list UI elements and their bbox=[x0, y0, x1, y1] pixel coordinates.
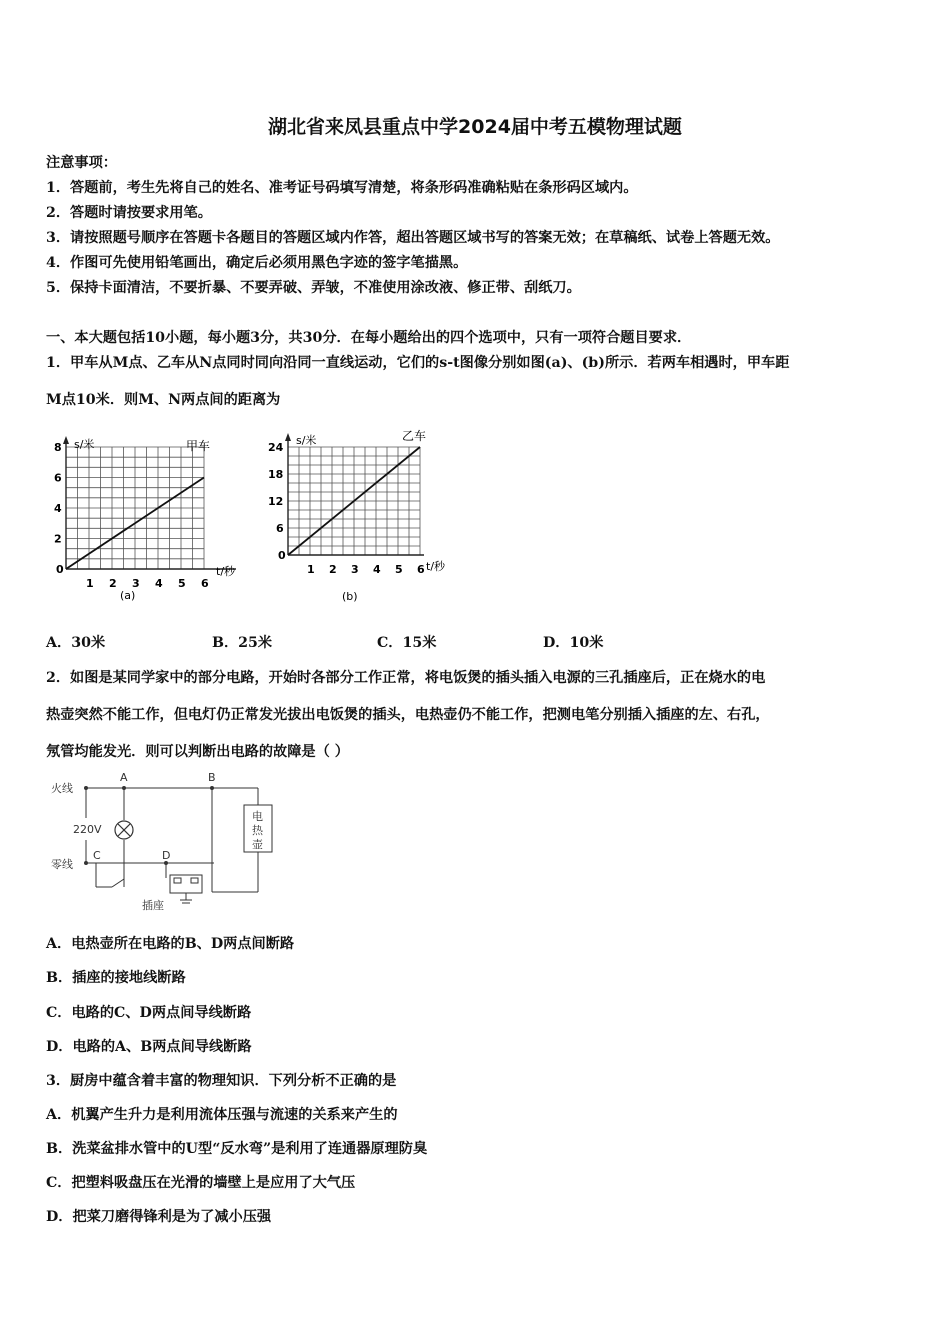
x-tick-label: 2 bbox=[329, 563, 337, 576]
chart-a-ylabel: s/米 bbox=[74, 438, 95, 451]
q1-stem-line2: M点10米．则M、N两点间的距离为 bbox=[46, 392, 281, 408]
q2-option-d[interactable]: D．电路的A、B两点间导线断路 bbox=[46, 1039, 252, 1055]
notice-item: 5．保持卡面清洁，不要折暴、不要弄破、弄皱，不准使用涂改液、修正带、刮纸刀。 bbox=[46, 280, 581, 296]
x-tick-label: 5 bbox=[178, 577, 186, 590]
circuit-diagram bbox=[46, 770, 276, 912]
q3-stem: 3．厨房中蕴含着丰富的物理知识．下列分析不正确的是 bbox=[46, 1073, 397, 1089]
y-tick-label: 6 bbox=[54, 471, 62, 485]
kettle-label: 壶 bbox=[252, 838, 263, 851]
y-tick-label: 6 bbox=[276, 522, 284, 535]
x-tick-label: 1 bbox=[307, 563, 315, 576]
x-tick-label: 4 bbox=[373, 563, 381, 576]
chart-a-xlabel: t/秒 bbox=[216, 565, 236, 578]
switch bbox=[112, 879, 124, 887]
q3-option-b[interactable]: B．洗菜盆排水管中的U型“反水弯”是利用了连通器原理防臭 bbox=[46, 1141, 428, 1157]
y-tick-label: 8 bbox=[54, 441, 62, 454]
q2-stem-line3: 氖管均能发光．则可以判断出电路的故障是（ ） bbox=[46, 744, 349, 760]
q2-stem-line2: 热壶突然不能工作，但电灯仍正常发光拔出电饭煲的插头，电热壶仍不能工作，把测电笔分别插入插座的左、右孔， bbox=[46, 707, 770, 723]
q1-stem-line1: 1．甲车从M点、乙车从N点同时同向沿同一直线运动，它们的s-t图像分别如图(a)、(b)所示．若两车相遇时，甲车距 bbox=[46, 355, 790, 371]
point-d-label: D bbox=[162, 849, 171, 862]
chart-b-xlabel: t/秒 bbox=[426, 560, 446, 573]
section-intro: 一、本大题包括10小题，每小题3分，共30分．在每小题给出的四个选项中，只有一项符合题目要求． bbox=[46, 330, 692, 346]
neutral-wire-label: 零线 bbox=[51, 858, 73, 871]
kettle-label: 电 bbox=[252, 810, 263, 823]
y-tick-label: 2 bbox=[54, 532, 62, 546]
chart-a-caption: (a) bbox=[120, 589, 136, 602]
q2-option-a[interactable]: A．电热壶所在电路的B、D两点间断路 bbox=[46, 936, 295, 952]
q1-option-d[interactable]: D．10米 bbox=[543, 635, 604, 651]
fire-wire-label: 火线 bbox=[51, 782, 73, 795]
notice-item: 2．答题时请按要求用笔。 bbox=[46, 205, 212, 221]
x-tick-label: 6 bbox=[201, 577, 209, 590]
point-c-label: C bbox=[93, 849, 101, 862]
x-tick-label: 6 bbox=[417, 563, 425, 576]
chart-b-y-arrow bbox=[285, 433, 291, 441]
q1-option-a[interactable]: A．30米 bbox=[46, 635, 106, 651]
x-tick-label: 0 bbox=[56, 563, 64, 576]
x-tick-label: 4 bbox=[155, 577, 163, 590]
q2-option-b[interactable]: B．插座的接地线断路 bbox=[46, 970, 186, 986]
socket-label: 插座 bbox=[142, 899, 164, 912]
x-tick-label: 2 bbox=[109, 577, 117, 590]
q2-option-c[interactable]: C．电路的C、D两点间导线断路 bbox=[46, 1005, 252, 1021]
x-tick-label: 3 bbox=[132, 577, 140, 590]
notice-item: 1．答题前，考生先将自己的姓名、准考证号码填写清楚，将条形码准确粘贴在条形码区域内。 bbox=[46, 180, 638, 196]
chart-a-title: 甲车 bbox=[186, 439, 211, 453]
chart-a bbox=[46, 428, 266, 608]
page-title: 湖北省来凤县重点中学2024届中考五模物理试题 bbox=[268, 116, 682, 138]
y-tick-label: 12 bbox=[268, 495, 284, 508]
chart-b bbox=[264, 424, 484, 608]
x-tick-label: 0 bbox=[278, 549, 286, 562]
q3-option-c[interactable]: C．把塑料吸盘压在光滑的墙壁上是应用了大气压 bbox=[46, 1175, 356, 1191]
q2-stem-line1: 2．如图是某同学家中的部分电路，开始时各部分工作正常，将电饭煲的插头插入电源的三孔插座后，正在烧水的电 bbox=[46, 670, 766, 686]
chart-b-ylabel: s/米 bbox=[296, 434, 317, 447]
q1-option-c[interactable]: C．15米 bbox=[377, 635, 437, 651]
y-tick-label: 4 bbox=[54, 502, 62, 515]
y-tick-label: 24 bbox=[268, 441, 284, 454]
chart-b-title: 乙车 bbox=[402, 429, 427, 443]
x-tick-label: 5 bbox=[395, 563, 403, 576]
chart-a-y-arrow bbox=[63, 436, 69, 444]
q1-option-b[interactable]: B．25米 bbox=[212, 635, 273, 651]
notice-heading: 注意事项： bbox=[46, 155, 117, 171]
chart-a-grid bbox=[66, 447, 204, 569]
y-tick-label: 18 bbox=[268, 468, 284, 481]
x-tick-label: 3 bbox=[351, 563, 359, 576]
x-tick-label: 1 bbox=[86, 577, 94, 590]
chart-b-caption: (b) bbox=[342, 590, 358, 603]
q3-option-a[interactable]: A．机翼产生升力是利用流体压强与流速的关系来产生的 bbox=[46, 1107, 398, 1123]
voltage-label: 220V bbox=[73, 823, 102, 836]
notice-item: 3．请按照题号顺序在答题卡各题目的答题区域内作答，超出答题区域书写的答案无效；在草稿纸、试卷上答题无效。 bbox=[46, 230, 780, 246]
point-b-label: B bbox=[208, 771, 216, 784]
kettle-label: 热 bbox=[252, 824, 263, 837]
point-a-label: A bbox=[120, 771, 128, 784]
notice-item: 4．作图可先使用铅笔画出，确定后必须用黑色字迹的签字笔描黑。 bbox=[46, 255, 468, 271]
q3-option-d[interactable]: D．把菜刀磨得锋利是为了减小压强 bbox=[46, 1209, 272, 1225]
